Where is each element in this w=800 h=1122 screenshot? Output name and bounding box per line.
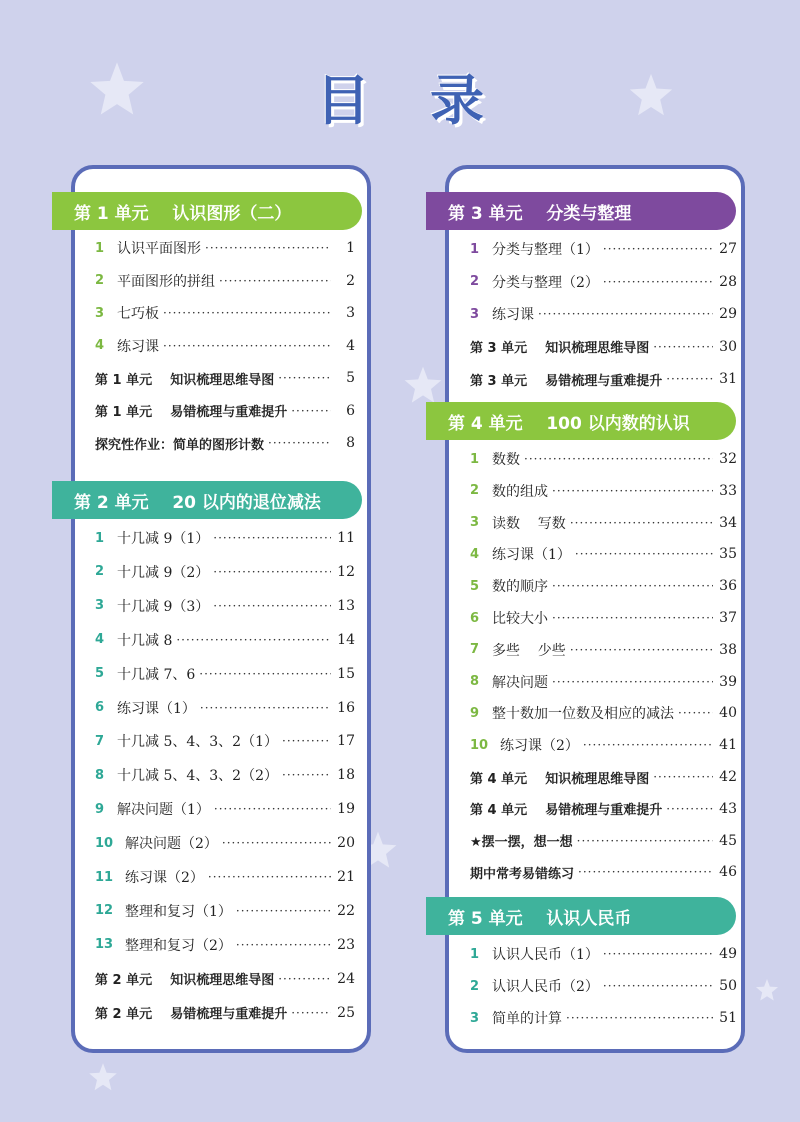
- toc-entry[interactable]: [470, 302, 737, 326]
- dot-leader: [291, 404, 331, 418]
- toc-entry[interactable]: [470, 447, 737, 471]
- entry-page-number: 20: [337, 835, 355, 852]
- entry-number: 7: [470, 642, 480, 658]
- dot-leader: [603, 947, 713, 961]
- entry-page-number: 23: [337, 936, 355, 953]
- entry-page-number: 50: [719, 978, 737, 994]
- entry-page-number: 4: [346, 337, 355, 354]
- unit-header: [426, 402, 736, 440]
- entry-page-number: 31: [719, 371, 737, 387]
- dot-leader: [603, 242, 713, 256]
- entry-title: 解决问题（2）: [125, 836, 218, 853]
- toc-entry[interactable]: [470, 270, 737, 294]
- entry-number: 3: [470, 1010, 480, 1026]
- dot-leader: [653, 770, 713, 784]
- entry-title: 平面图形的拼组: [117, 273, 215, 290]
- toc-entry[interactable]: [95, 431, 355, 455]
- toc-entry[interactable]: [470, 638, 737, 662]
- dot-leader: [552, 484, 713, 498]
- dot-leader: [524, 452, 713, 466]
- toc-entry[interactable]: [95, 560, 355, 584]
- entry-title: 练习课（2）: [125, 870, 204, 886]
- entry-title: 认识人民币（1）: [492, 947, 599, 963]
- entry-page-number: 32: [719, 451, 737, 467]
- entry-number: 12: [95, 903, 114, 919]
- entry-page-number: 34: [719, 514, 737, 531]
- dot-leader: [278, 371, 331, 385]
- entry-number: 1: [470, 241, 480, 257]
- entry-page-number: 35: [719, 546, 737, 563]
- entry-page-number: 19: [337, 801, 355, 818]
- entry-number: 8: [470, 674, 480, 690]
- entry-number: 9: [95, 801, 105, 817]
- toc-entry[interactable]: [95, 628, 355, 652]
- dot-leader: [219, 274, 331, 288]
- entry-page-number: 51: [719, 1010, 737, 1026]
- entry-page-number: 43: [719, 800, 737, 817]
- entry-title: 练习课（1）: [117, 700, 196, 717]
- entry-title: 探究性作业：简单的图形计数: [95, 437, 265, 453]
- entry-number: 10: [95, 835, 114, 851]
- dot-leader: [552, 579, 713, 593]
- entry-number: 6: [470, 610, 480, 626]
- toc-entry[interactable]: [95, 899, 355, 923]
- dot-leader: [213, 531, 331, 545]
- dot-leader: [213, 565, 331, 579]
- entry-number: 6: [95, 700, 105, 715]
- dot-leader: [566, 1011, 713, 1025]
- dot-leader: [205, 241, 331, 255]
- star-icon: [755, 978, 779, 1002]
- dot-leader: [575, 547, 713, 561]
- entry-page-number: 37: [719, 610, 737, 626]
- entry-title: ★摆一摆，想一想: [470, 835, 573, 851]
- entry-title: 第 2 单元 易错梳理与重难提升: [95, 1007, 288, 1023]
- entry-number: 2: [470, 483, 480, 499]
- entry-page-number: 25: [337, 1004, 355, 1021]
- toc-entry[interactable]: [470, 542, 737, 566]
- entry-number: 5: [95, 666, 105, 682]
- entry-number: 1: [470, 451, 480, 467]
- entry-number: 2: [470, 274, 480, 289]
- toc-entry[interactable]: [95, 763, 355, 787]
- entry-title: 数的顺序: [492, 579, 548, 596]
- star-icon: [88, 1062, 118, 1092]
- toc-entry[interactable]: [95, 399, 355, 423]
- entry-page-number: 42: [719, 769, 737, 785]
- dot-leader: [570, 643, 713, 657]
- entry-page-number: 45: [719, 832, 737, 849]
- entry-title: 十几减 9（2）: [117, 564, 210, 581]
- entry-page-number: 16: [337, 699, 355, 716]
- entry-page-number: 21: [337, 869, 355, 885]
- entry-page-number: 27: [719, 241, 737, 257]
- entry-page-number: 6: [346, 402, 355, 419]
- entry-page-number: 11: [337, 530, 355, 546]
- page-title: 目录: [316, 69, 544, 132]
- dot-leader: [577, 834, 713, 848]
- dot-leader: [603, 979, 713, 993]
- entry-page-number: 3: [346, 305, 355, 321]
- entry-page-number: 40: [719, 705, 737, 722]
- toc-entry[interactable]: [470, 733, 737, 757]
- toc-entry[interactable]: [470, 606, 737, 630]
- entry-title: 练习课（2）: [500, 738, 579, 755]
- entry-title: 七巧板: [117, 306, 159, 322]
- entry-page-number: 46: [719, 864, 737, 881]
- entry-page-number: 41: [719, 737, 737, 754]
- toc-entry[interactable]: [470, 942, 737, 966]
- entry-page-number: 36: [719, 578, 737, 595]
- entry-number: 3: [470, 306, 480, 322]
- toc-entry[interactable]: [470, 797, 737, 821]
- entry-title: 分类与整理（1）: [492, 242, 599, 258]
- entry-number: 1: [95, 530, 105, 546]
- dot-leader: [236, 938, 331, 952]
- dot-leader: [552, 611, 713, 625]
- dot-leader: [222, 836, 331, 850]
- entry-title: 认识人民币（2）: [492, 979, 599, 995]
- dot-leader: [176, 633, 331, 647]
- entry-title: 第 1 单元 易错梳理与重难提升: [95, 405, 288, 420]
- toc-entry[interactable]: [95, 526, 355, 550]
- unit-header-label: 第 4 单元 100 以内数的认识: [448, 413, 690, 434]
- entry-number: 3: [95, 598, 105, 614]
- toc-entry[interactable]: [470, 574, 737, 598]
- dot-leader: [163, 306, 331, 320]
- entry-title: 数数: [492, 452, 520, 468]
- entry-title: 练习课: [117, 338, 159, 355]
- entry-page-number: 30: [719, 338, 737, 355]
- entry-title: 第 2 单元 知识梳理思维导图: [95, 973, 275, 989]
- toc-entry[interactable]: [470, 367, 737, 391]
- entry-page-number: 18: [337, 767, 355, 784]
- unit-header-label: 第 1 单元 认识图形（二）: [74, 203, 292, 224]
- entry-title: 整十数加一位数及相应的减法: [492, 706, 674, 723]
- toc-entry[interactable]: [470, 479, 737, 503]
- entry-title: 比较大小: [492, 611, 548, 627]
- dot-leader: [678, 706, 713, 720]
- dot-leader: [291, 1006, 331, 1020]
- unit-header: [52, 192, 362, 230]
- toc-entry[interactable]: [470, 860, 737, 884]
- dot-leader: [236, 904, 331, 918]
- toc-entry[interactable]: [95, 662, 355, 686]
- entry-page-number: 14: [337, 631, 355, 648]
- entry-number: 10: [470, 737, 489, 753]
- entry-page-number: 1: [346, 240, 355, 256]
- toc-entry[interactable]: [470, 511, 737, 535]
- entry-number: 1: [95, 240, 105, 256]
- entry-page-number: 13: [337, 597, 355, 614]
- entry-title: 第 3 单元 知识梳理思维导图: [470, 341, 650, 356]
- toc-entry[interactable]: [95, 831, 355, 855]
- dot-leader: [208, 870, 331, 884]
- entry-title: 认识平面图形: [117, 241, 201, 257]
- unit-header: [426, 897, 736, 935]
- dot-leader: [666, 372, 713, 386]
- entry-title: 第 4 单元 易错梳理与重难提升: [470, 803, 663, 819]
- entry-page-number: 29: [719, 306, 737, 322]
- dot-leader: [214, 802, 331, 816]
- toc-entry[interactable]: [470, 1006, 737, 1030]
- entry-page-number: 5: [346, 370, 355, 386]
- toc-entry[interactable]: [470, 829, 737, 853]
- entry-title: 解决问题（1）: [117, 802, 210, 819]
- entry-title: 练习课: [492, 307, 534, 323]
- toc-entry[interactable]: [95, 594, 355, 618]
- entry-page-number: 8: [346, 435, 355, 451]
- entry-number: 2: [95, 564, 105, 580]
- dot-leader: [268, 436, 331, 450]
- toc-entry[interactable]: [95, 865, 355, 889]
- dot-leader: [163, 339, 331, 353]
- toc-entry[interactable]: [470, 237, 737, 261]
- entry-title: 练习课（1）: [492, 547, 571, 564]
- toc-entry[interactable]: [470, 701, 737, 725]
- toc-entry[interactable]: [95, 696, 355, 720]
- entry-number: 3: [95, 305, 105, 321]
- entry-page-number: 12: [337, 563, 355, 580]
- entry-page-number: 28: [719, 273, 737, 290]
- toc-entry[interactable]: [470, 974, 737, 998]
- entry-page-number: 24: [337, 970, 355, 987]
- entry-number: 2: [470, 978, 480, 994]
- dot-leader: [653, 340, 713, 354]
- entry-title: 简单的计算: [492, 1011, 562, 1027]
- entry-page-number: 17: [337, 733, 355, 750]
- entry-title: 十几减 7、6: [117, 666, 196, 683]
- entry-page-number: 15: [337, 665, 355, 682]
- dot-leader: [213, 599, 331, 613]
- entry-title: 十几减 5、4、3、2（1）: [117, 734, 278, 751]
- entry-title: 多些 少些: [492, 642, 566, 659]
- toc-entry[interactable]: [95, 729, 355, 753]
- entry-number: 11: [95, 869, 114, 885]
- entry-title: 十几减 8: [117, 632, 173, 649]
- entry-number: 4: [95, 632, 105, 648]
- entry-number: 7: [95, 733, 105, 749]
- toc-entry[interactable]: [95, 236, 355, 260]
- dot-leader: [282, 768, 331, 782]
- entry-title: 读数 写数: [492, 515, 566, 532]
- unit-header: [426, 192, 736, 230]
- entry-title: 十几减 9（3）: [117, 598, 210, 615]
- entry-page-number: 38: [719, 641, 737, 658]
- unit-header: [52, 481, 362, 519]
- toc-entry[interactable]: [95, 967, 355, 991]
- entry-title: 期中常考易错练习: [470, 866, 575, 882]
- entry-page-number: 33: [719, 482, 737, 499]
- dot-leader: [199, 667, 331, 681]
- entry-title: 第 4 单元 知识梳理思维导图: [470, 771, 650, 787]
- entry-title: 分类与整理（2）: [492, 274, 599, 291]
- dot-leader: [538, 307, 713, 321]
- entry-page-number: 39: [719, 673, 737, 690]
- dot-leader: [578, 865, 713, 879]
- toc-entry[interactable]: [95, 366, 355, 390]
- entry-number: 1: [470, 946, 480, 962]
- toc-entry[interactable]: [470, 765, 737, 789]
- entry-number: 4: [470, 546, 480, 562]
- toc-entry[interactable]: [470, 335, 737, 359]
- dot-leader: [278, 972, 331, 986]
- entry-title: 解决问题: [492, 674, 548, 691]
- toc-entry[interactable]: [470, 670, 737, 694]
- star-icon: [403, 365, 443, 405]
- toc-entry[interactable]: [95, 301, 355, 325]
- toc-entry[interactable]: [95, 334, 355, 358]
- entry-number: 5: [470, 578, 480, 594]
- entry-title: 数的组成: [492, 483, 548, 500]
- entry-title: 整理和复习（2）: [125, 937, 232, 954]
- dot-leader: [570, 516, 713, 530]
- entry-title: 十几减 9（1）: [117, 531, 210, 547]
- dot-leader: [552, 675, 713, 689]
- entry-number: 2: [95, 273, 105, 288]
- unit-header-label: 第 2 单元 20 以内的退位减法: [74, 492, 321, 513]
- entry-page-number: 22: [337, 902, 355, 919]
- entry-page-number: 49: [719, 946, 737, 962]
- dot-leader: [200, 701, 331, 715]
- entry-title: 整理和复习（1）: [125, 903, 232, 920]
- unit-header-label: 第 3 单元 分类与整理: [448, 203, 632, 224]
- entry-number: 13: [95, 937, 114, 953]
- entry-title: 十几减 5、4、3、2（2）: [117, 768, 278, 785]
- toc-entry[interactable]: [95, 1001, 355, 1025]
- dot-leader: [583, 738, 713, 752]
- entry-page-number: 2: [346, 272, 355, 289]
- entry-number: 4: [95, 338, 105, 353]
- dot-leader: [282, 734, 331, 748]
- entry-number: 8: [95, 767, 105, 783]
- entry-number: 3: [470, 515, 480, 531]
- entry-title: 第 3 单元 易错梳理与重难提升: [470, 373, 663, 389]
- toc-entry[interactable]: [95, 269, 355, 293]
- toc-entry[interactable]: [95, 797, 355, 821]
- entry-number: 9: [470, 705, 480, 721]
- unit-header-label: 第 5 单元 认识人民币: [448, 908, 632, 929]
- entry-title: 第 1 单元 知识梳理思维导图: [95, 372, 275, 388]
- dot-leader: [603, 275, 713, 289]
- dot-leader: [666, 802, 713, 816]
- toc-entry[interactable]: [95, 933, 355, 957]
